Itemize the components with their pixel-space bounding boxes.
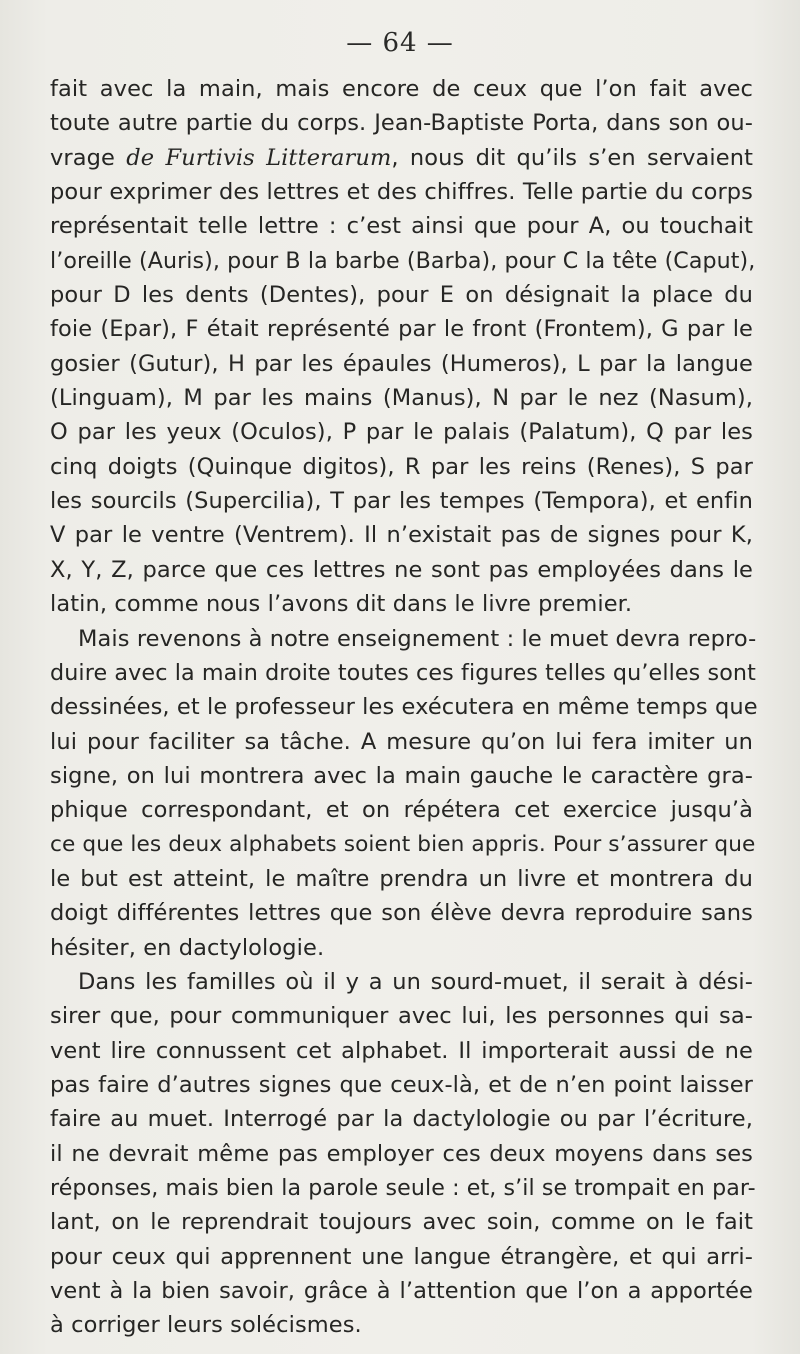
text-line: à corriger leurs solécismes. — [50, 1312, 362, 1339]
text-line: Mais revenons à notre enseignement : le muet devra repro- — [78, 625, 757, 652]
text-line: le but est atteint, le maître prendra un livre et montrera du — [50, 865, 753, 892]
text-line: pas faire d’autres signes que ceux-là, et de n’en point laisser — [50, 1071, 753, 1098]
text-line: O par les yeux (Oculos), P par le palais (Palatum), Q par les — [50, 419, 753, 446]
text-line: ce que les deux alphabets soient bien appris. Pour s’assurer que — [50, 831, 756, 857]
book-title-italic: de Furtivis Litterarum — [126, 144, 392, 171]
text-line: phique correspondant, et on répétera cet exercice jusqu’à — [50, 797, 753, 824]
text-line: représentait telle lettre : c’est ainsi que pour A, ou touchait — [50, 213, 753, 240]
text-line: il ne devrait même pas employer ces deux moyens dans ses — [50, 1140, 753, 1167]
text-line: dessinées, et le professeur les exécutera en même temps que — [50, 694, 758, 721]
text-line: foie (Epar), F était représenté par le front (Frontem), G par le — [50, 316, 753, 343]
text-line: hésiter, en dactylologie. — [50, 934, 325, 961]
text-line: lui pour faciliter sa tâche. A mesure qu’on lui fera imiter un — [50, 728, 753, 755]
text-line: signe, on lui montrera avec la main gauche le caractère gra- — [50, 762, 753, 789]
text-line: sirer que, pour communiquer avec lui, les personnes qui sa- — [50, 1003, 753, 1030]
text-line: les sourcils (Supercilia), T par les tempes (Tempora), et enfin — [50, 488, 753, 515]
text-line: l’oreille (Auris), pour B la barbe (Barba), pour C la tête (Caput), — [50, 247, 756, 274]
text-line: (Linguam), M par les mains (Manus), N par le nez (Nasum), — [50, 385, 753, 412]
text-segment: , nous dit qu’ils s’en servaient — [391, 144, 754, 171]
text-line: pour D les dents (Dentes), pour E on désignait la place du — [50, 282, 753, 309]
text-line: doigt différentes lettres que son élève devra reproduire sans — [50, 900, 753, 927]
text-line: vent lire connussent cet alphabet. Il importerait aussi de ne — [50, 1037, 753, 1064]
text-line: latin, comme nous l’avons dit dans le livre premier. — [50, 591, 633, 618]
text-line: duire avec la main droite toutes ces figures telles qu’elles sont — [50, 659, 756, 686]
page-number: — 64 — — [346, 28, 454, 58]
text-line: V par le ventre (Ventrem). Il n’existait pas de signes pour K, — [50, 522, 753, 549]
text-line: fait avec la main, mais encore de ceux que l’on fait avec — [50, 76, 753, 102]
text-line: Dans les familles où il y a un sourd-muet, il serait à dési- — [78, 968, 753, 995]
body-text — [50, 72, 758, 1343]
text-line: toute autre partie du corps. Jean-Baptiste Porta, dans son ou- — [50, 110, 753, 137]
text-line: lant, on le reprendrait toujours avec soin, comme on le fait — [50, 1209, 753, 1236]
text-line: vent à la bien savoir, grâce à l’attention que l’on a apportée — [50, 1278, 753, 1305]
text-line: pour ceux qui apprennent une langue étrangère, et qui arri- — [50, 1243, 753, 1270]
text-line: cinq doigts (Quinque digitos), R par les reins (Renes), S par — [50, 453, 753, 480]
text-line: X, Y, Z, parce que ces lettres ne sont pas employées dans le — [50, 556, 753, 583]
text-line: pour exprimer des lettres et des chiffres. Telle partie du corps — [50, 179, 753, 206]
text-line: réponses, mais bien la parole seule : et, s’il se trompait en par- — [50, 1175, 756, 1201]
text-line: faire au muet. Interrogé par la dactylologie ou par l’écriture, — [50, 1106, 753, 1133]
text-segment: vrage — [50, 144, 127, 171]
text-line — [50, 141, 753, 175]
text-line: gosier (Gutur), H par les épaules (Humeros), L par la langue — [50, 350, 753, 377]
